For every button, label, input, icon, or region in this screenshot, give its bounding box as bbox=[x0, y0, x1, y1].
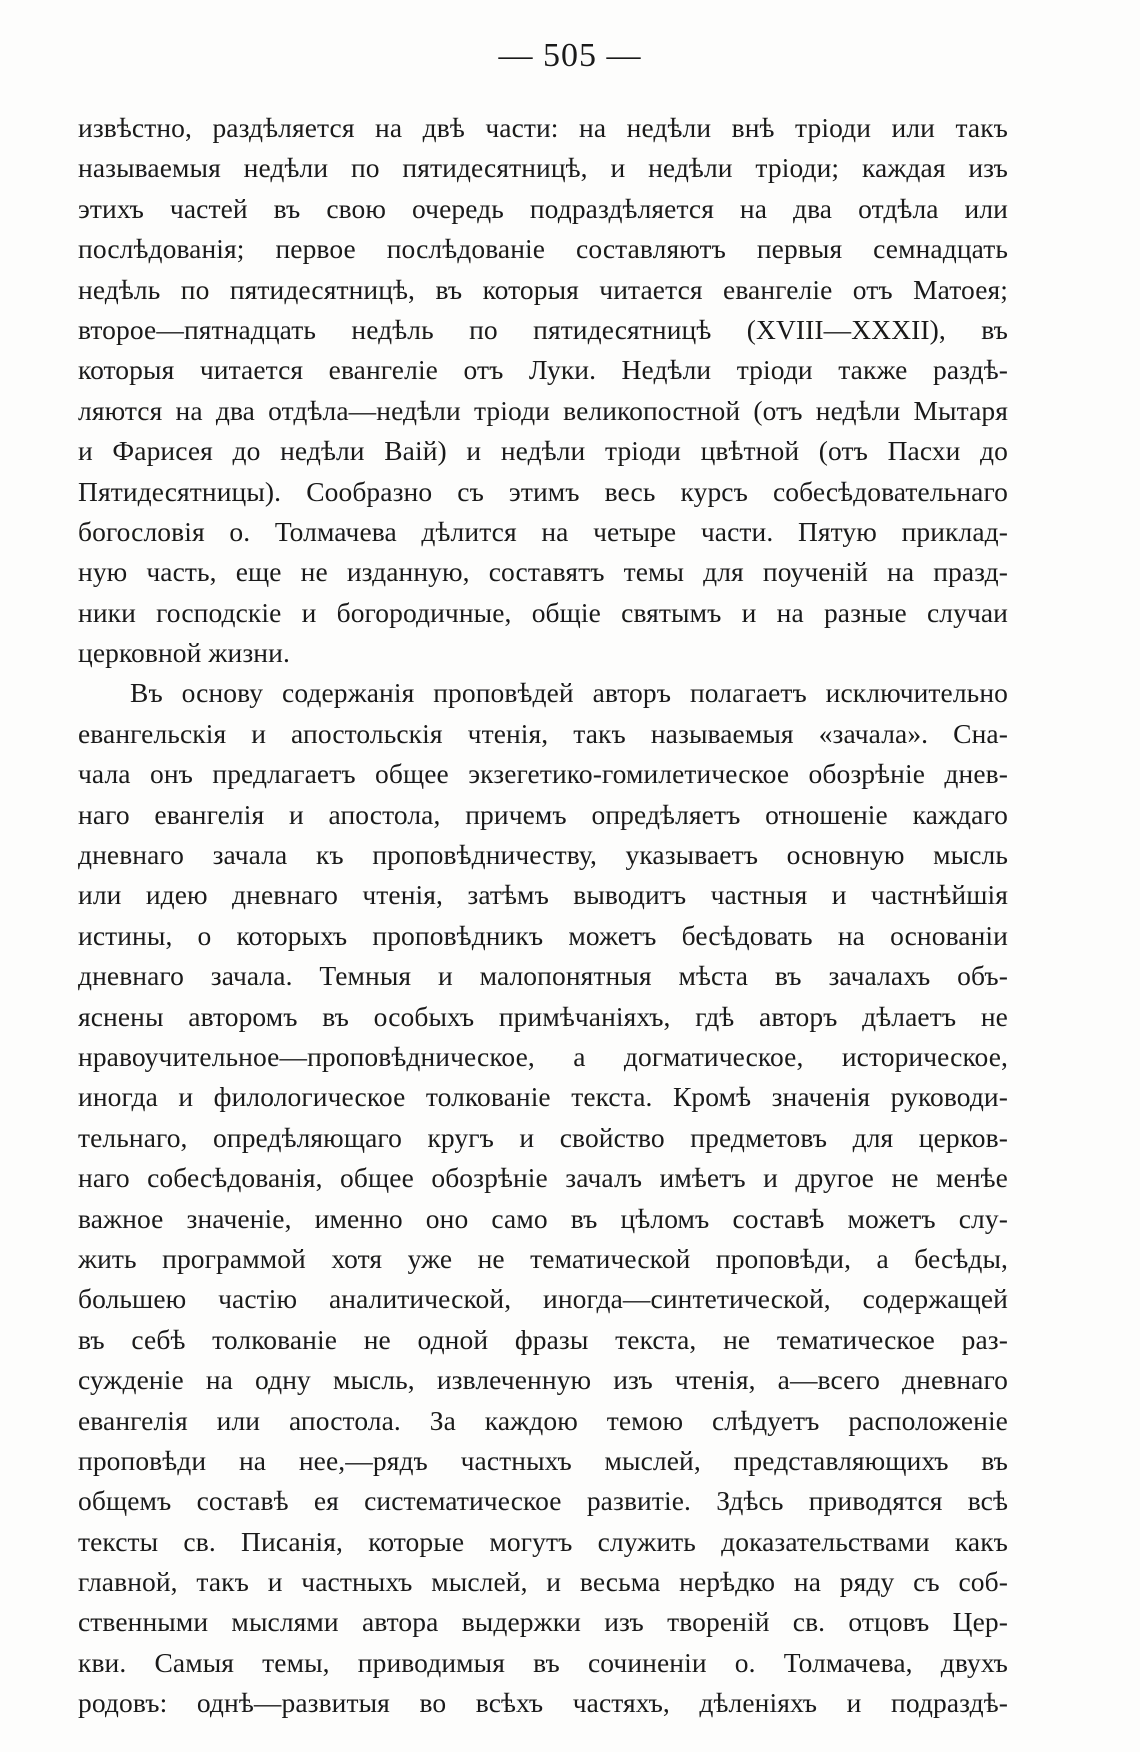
text-line: недѣль по пятидесятницѣ, въ которыя читается евангеліе отъ Матоея; bbox=[78, 273, 1008, 305]
text-line: тельнаго, опредѣляющаго кругъ и свойство предметовъ для церков- bbox=[78, 1121, 1008, 1153]
text-line: евангелія или апостола. За каждою темою слѣдуетъ расположеніе bbox=[78, 1404, 1008, 1436]
text-line: Въ основу содержанія проповѣдей авторъ полагаетъ исключительно bbox=[130, 677, 1008, 709]
paragraph bbox=[78, 673, 1008, 1723]
text-line: главной, такъ и частныхъ мыслей, и весьма нерѣдко на ряду съ соб- bbox=[78, 1566, 1008, 1598]
text-line: нравоучительное—проповѣдническое, а догматическое, историческое, bbox=[78, 1040, 1008, 1072]
text-line: общемъ составѣ ея систематическое развитіе. Здѣсь приводятся всѣ bbox=[78, 1485, 1008, 1517]
text-line: наго собесѣдованія, общее обозрѣніе зачалъ имѣетъ и другое не менѣе bbox=[78, 1162, 1008, 1194]
text-line: истины, о которыхъ проповѣдникъ можетъ бесѣдовать на основаніи bbox=[78, 919, 1008, 951]
text-line: ственными мыслями автора выдержки изъ твореній св. отцовъ Цер- bbox=[78, 1606, 1008, 1638]
text-column bbox=[78, 108, 1008, 1724]
text-line: называемыя недѣли по пятидесятницѣ, и недѣли тріоди; каждая изъ bbox=[78, 152, 1008, 184]
text-line: ники господскіе и богородичные, общіе святымъ и на разные случаи bbox=[78, 596, 1008, 628]
paragraph bbox=[78, 108, 1008, 673]
text-line: важное значеніе, именно оно само въ цѣломъ составѣ можетъ слу- bbox=[78, 1202, 1008, 1234]
text-line: яснены авторомъ въ особыхъ примѣчаніяхъ, гдѣ авторъ дѣлаетъ не bbox=[78, 1000, 1008, 1032]
text-line: ную часть, еще не изданную, составятъ темы для поученій на празд- bbox=[78, 556, 1008, 588]
text-line: евангельскія и апостольскія чтенія, такъ называемыя «зачала». Сна- bbox=[78, 717, 1008, 749]
text-line: тексты св. Писанія, которые могутъ служить доказательствами какъ bbox=[78, 1525, 1008, 1557]
text-line: Пятидесятницы). Сообразно съ этимъ весь курсъ собесѣдовательнаго bbox=[78, 475, 1008, 507]
text-line: дневнаго зачала къ проповѣдничеству, указываетъ основную мысль bbox=[78, 839, 1008, 871]
text-line: которыя читается евангеліе отъ Луки. Недѣли тріоди также раздѣ- bbox=[78, 354, 1008, 386]
text-line: или идею дневнаго чтенія, затѣмъ выводитъ частныя и частнѣйшія bbox=[78, 879, 1008, 911]
page-number: — 505 — bbox=[498, 37, 642, 74]
text-line: богословія о. Толмачева дѣлится на четыре части. Пятую приклад- bbox=[78, 515, 1008, 547]
text-line: этихъ частей въ свою очередь подраздѣляется на два отдѣла или bbox=[78, 192, 1008, 224]
text-line: наго евангелія и апостола, причемъ опредѣляетъ отношеніе каждаго bbox=[78, 798, 1008, 830]
text-line: и Фарисея до недѣли Ваій) и недѣли тріоди цвѣтной (отъ Пасхи до bbox=[78, 435, 1008, 467]
text-line: церковной жизни. bbox=[78, 637, 290, 669]
text-line: сужденіе на одну мысль, извлеченную изъ чтенія, а—всего дневнаго bbox=[78, 1364, 1008, 1396]
text-line: чала онъ предлагаетъ общее экзегетико-гомилетическое обозрѣніе днев- bbox=[78, 758, 1008, 790]
text-line: иногда и филологическое толкованіе текста. Кромѣ значенія руководи- bbox=[78, 1081, 1008, 1113]
text-line: кви. Самыя темы, приводимыя въ сочиненіи о. Толмачева, двухъ bbox=[78, 1646, 1008, 1678]
text-line: большею частію аналитической, иногда—синтетической, содержащей bbox=[78, 1283, 1008, 1315]
text-line: проповѣди на нее,—рядъ частныхъ мыслей, представляющихъ въ bbox=[78, 1444, 1008, 1476]
text-line: родовъ: однѣ—развитыя во всѣхъ частяхъ, дѣленіяхъ и подраздѣ- bbox=[78, 1687, 1008, 1719]
text-line: второе—пятнадцать недѣль по пятидесятницѣ (XVIII—XXXII), въ bbox=[78, 313, 1008, 345]
text-line: въ себѣ толкованіе не одной фразы текста, не тематическое раз- bbox=[78, 1323, 1008, 1355]
text-line: послѣдованія; первое послѣдованіе составляютъ первыя семнадцать bbox=[78, 233, 1008, 265]
text-line: дневнаго зачала. Темныя и малопонятныя мѣста въ зачалахъ объ- bbox=[78, 960, 1008, 992]
text-line: жить программой хотя уже не тематической проповѣди, а бесѣды, bbox=[78, 1242, 1008, 1274]
text-line: извѣстно, раздѣляется на двѣ части: на недѣли внѣ тріоди или такъ bbox=[78, 112, 1008, 143]
text-line: ляются на два отдѣла—недѣли тріоди великопостной (отъ недѣли Мытаря bbox=[78, 394, 1008, 426]
